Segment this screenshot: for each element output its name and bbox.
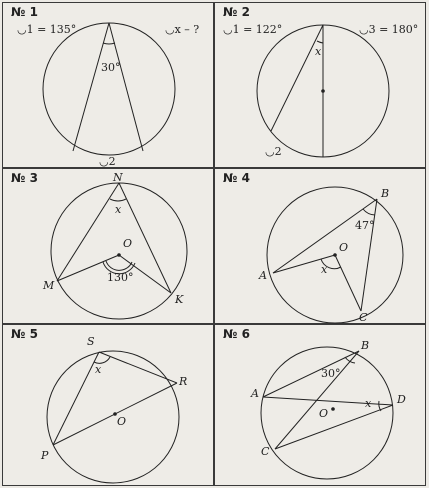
problem-2-arc2-label: ◡2 [265, 145, 282, 158]
problem-4-point-A: A [259, 269, 267, 282]
problem-4-diagram [215, 169, 427, 325]
problem-4-point-C: C [359, 311, 368, 324]
problem-1-arc2-label: ◡2 [99, 155, 116, 168]
problem-3-angle-label: 130° [107, 271, 134, 284]
problem-1-number: № 1 [11, 5, 38, 19]
problem-3-point-M: M [43, 279, 55, 292]
problem-6-point-O: O [319, 407, 329, 420]
problem-5-x-label: x [95, 363, 102, 376]
problem-6-point-D: D [397, 393, 406, 406]
problem-4-number: № 4 [223, 171, 250, 185]
problem-4-x-label: x [321, 263, 328, 276]
problem-6-panel [214, 324, 426, 486]
problem-5-number: № 5 [11, 327, 38, 341]
problem-2-number: № 2 [223, 5, 250, 19]
problem-1-arc1-label: ◡1 = 135° [17, 23, 77, 36]
problem-1-panel [2, 2, 214, 168]
problem-5-point-O: O [117, 415, 127, 428]
problem-3-number: № 3 [11, 171, 38, 185]
problem-2-panel [214, 2, 426, 168]
problem-6-number: № 6 [223, 327, 250, 341]
problem-4-point-B: B [381, 187, 390, 200]
problem-5-panel [2, 324, 214, 486]
problem-2-x-label: x [315, 45, 322, 58]
problem-2-arc1-label: ◡1 = 122° [223, 23, 283, 36]
problem-1-angle-label: 30° [101, 61, 121, 74]
problem-3-point-K: K [175, 293, 184, 306]
problem-3-panel [2, 168, 214, 324]
problem-3-x-label: x [115, 203, 122, 216]
problem-4-angle-label: 47° [355, 219, 375, 232]
problem-3-point-O: O [123, 237, 133, 250]
problem-4-point-O: O [339, 241, 349, 254]
problem-6-angle-label: 30° [321, 367, 341, 380]
problem-6-diagram [215, 325, 427, 487]
problem-6-point-C: C [261, 445, 270, 458]
problem-5-point-P: P [41, 449, 49, 462]
problem-5-diagram [3, 325, 215, 487]
problem-1-arcx-label: ◡x – ? [165, 23, 200, 36]
problem-6-point-A: A [251, 387, 259, 400]
problem-6-x-label: x [365, 397, 372, 410]
problem-6-point-B: B [361, 339, 370, 352]
problem-5-point-S: S [87, 335, 95, 348]
problem-4-panel [214, 168, 426, 324]
problem-5-point-R: R [179, 375, 188, 388]
problem-3-point-N: N [113, 171, 123, 184]
problem-2-arc3-label: ◡3 = 180° [359, 23, 419, 36]
